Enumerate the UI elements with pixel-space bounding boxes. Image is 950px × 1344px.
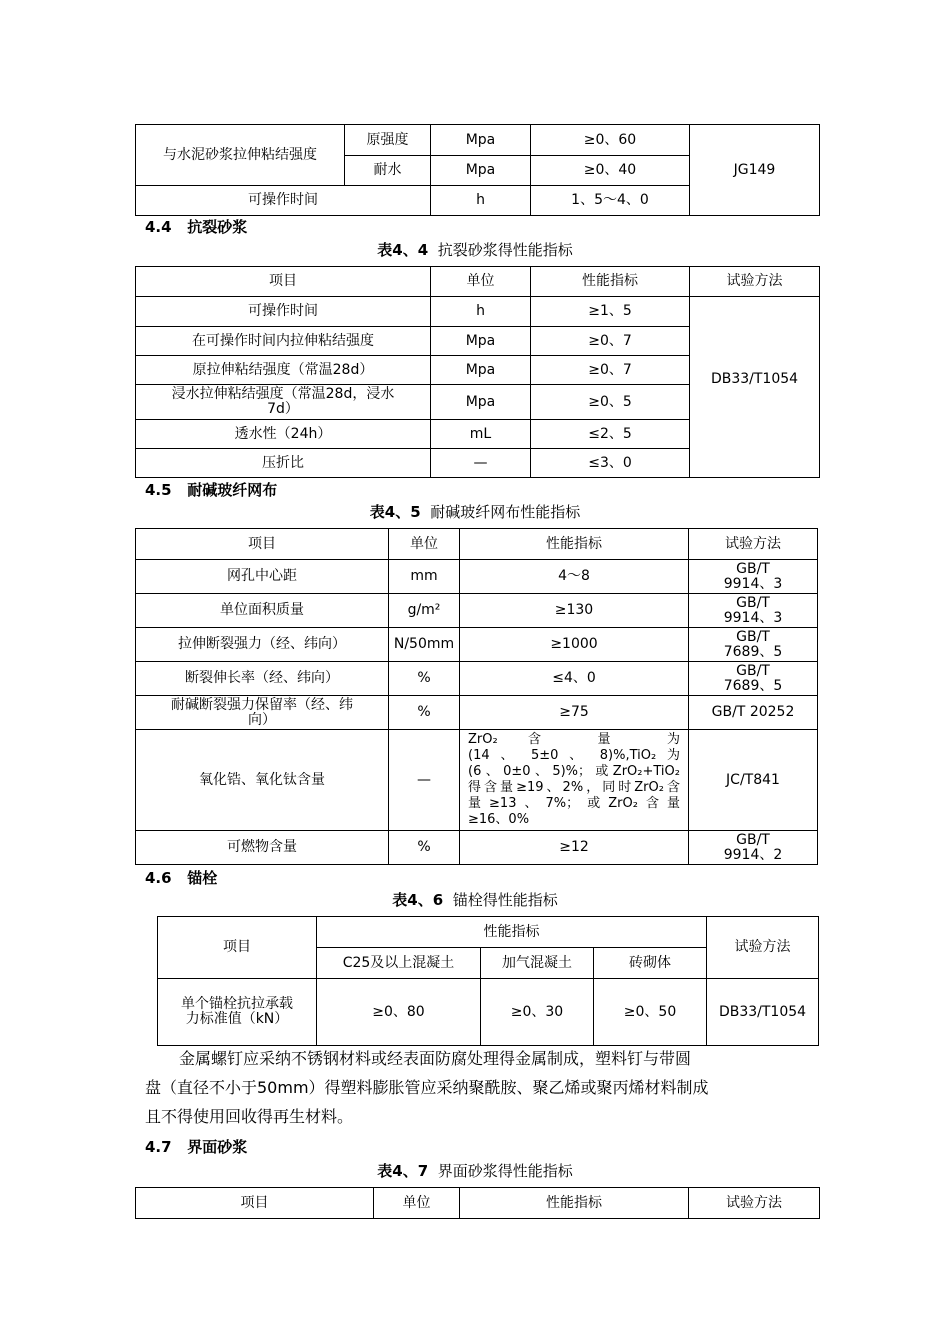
table-cell: 4～8 [460, 560, 689, 594]
table-cell: ≥0、7 [531, 327, 690, 356]
table-cell: mm [389, 560, 460, 594]
table-top-item: 与水泥砂浆拉伸粘结强度 [136, 125, 345, 186]
table-cell: ≥0、30 [481, 979, 594, 1046]
table-caption-4-4: 表4、4 抗裂砂浆得性能指标 [377, 241, 573, 259]
table-cell: 浸水拉伸粘结强度（常温28d，浸水 7d） [136, 385, 431, 420]
table-top-sub: 原强度 [345, 125, 431, 156]
table-cell: 耐碱断裂强力保留率（经、纬 向） [136, 696, 389, 730]
section-heading-4-7: 4.7 界面砂浆 [145, 1138, 248, 1156]
table-4-6 [157, 916, 819, 1046]
table-top-method: JG149 [690, 125, 820, 216]
section-heading-4-4: 4.4 抗裂砂浆 [145, 218, 248, 236]
table-cell-multiline: ZrO₂ 含 量 为 (14 、 5±0 、 8)%,TiO₂ 为 (6、0±0、5)%；或ZrO₂+TiO₂ 得含量≥19、2%，同时ZrO₂含 量≥13、7%；或ZrO₂含量 ≥16、0% [460, 730, 689, 831]
table-method: JC/T841 [689, 730, 818, 831]
table-header: 试验方法 [690, 267, 820, 297]
table-cell: 可操作时间 [136, 297, 431, 327]
table-method: GB/T 7689、5 [689, 628, 818, 662]
table-header: 性能指标 [531, 267, 690, 297]
table-cell: ≥1000 [460, 628, 689, 662]
table-cell: 透水性（24h） [136, 420, 431, 449]
table-top-unit: h [431, 186, 531, 216]
table-top-unit: Mpa [431, 156, 531, 186]
section-heading-4-6: 4.6 锚栓 [145, 869, 218, 887]
table-header: 单位 [431, 267, 531, 297]
table-cell: ≥0、7 [531, 356, 690, 385]
table-method: GB/T 9914、2 [689, 831, 818, 865]
table-top-unit: Mpa [431, 125, 531, 156]
table-cell: ≥0、80 [317, 979, 481, 1046]
table-cell: 单位面积质量 [136, 594, 389, 628]
table-cell: ≤4、0 [460, 662, 689, 696]
table-header: 试验方法 [707, 917, 819, 979]
table-top-item: 可操作时间 [136, 186, 431, 216]
table-cell: 压折比 [136, 449, 431, 478]
section-heading-4-5: 4.5 耐碱玻纤网布 [145, 481, 278, 499]
table-4-4 [135, 266, 820, 478]
table-top [135, 124, 820, 216]
table-subheader: 加气混凝土 [481, 948, 594, 979]
table-header: 项目 [158, 917, 317, 979]
table-cell: ≤2、5 [531, 420, 690, 449]
table-method: GB/T 7689、5 [689, 662, 818, 696]
table-cell: 拉伸断裂强力（经、纬向） [136, 628, 389, 662]
table-subheader: C25及以上混凝土 [317, 948, 481, 979]
table-header: 性能指标 [460, 529, 689, 560]
table-cell: Mpa [431, 356, 531, 385]
table-top-value: ≥0、60 [531, 125, 690, 156]
table-header: 项目 [136, 267, 431, 297]
table-cell: ≥75 [460, 696, 689, 730]
table-cell: ≥1、5 [531, 297, 690, 327]
table-header: 单位 [374, 1188, 460, 1219]
table-header: 性能指标 [460, 1188, 689, 1219]
table-header: 单位 [389, 529, 460, 560]
table-subheader: 砖砌体 [594, 948, 707, 979]
table-cell: g/m² [389, 594, 460, 628]
table-4-7 [135, 1187, 820, 1219]
table-cell: mL [431, 420, 531, 449]
table-top-sub: 耐水 [345, 156, 431, 186]
table-method: DB33/T1054 [690, 297, 820, 478]
table-cell: % [389, 662, 460, 696]
table-cell: 氧化锆、氧化钛含量 [136, 730, 389, 831]
table-cell: 单个锚栓抗拉承载 力标准值（kN） [158, 979, 317, 1046]
table-header: 性能指标 [317, 917, 707, 948]
table-cell: Mpa [431, 327, 531, 356]
table-caption-4-5: 表4、5 耐碱玻纤网布性能指标 [369, 503, 581, 521]
table-cell: — [431, 449, 531, 478]
table-cell: Mpa [431, 385, 531, 420]
table-cell: % [389, 831, 460, 865]
table-top-value: 1、5～4、0 [531, 186, 690, 216]
table-cell: 断裂伸长率（经、纬向） [136, 662, 389, 696]
table-caption-4-7: 表4、7 界面砂浆得性能指标 [377, 1162, 573, 1180]
table-header: 项目 [136, 529, 389, 560]
table-cell: N/50mm [389, 628, 460, 662]
table-method: GB/T 9914、3 [689, 594, 818, 628]
table-cell: ≥12 [460, 831, 689, 865]
table-cell: ≤3、0 [531, 449, 690, 478]
table-4-5 [135, 528, 818, 865]
table-cell: % [389, 696, 460, 730]
table-top-value: ≥0、40 [531, 156, 690, 186]
table-cell: ≥0、50 [594, 979, 707, 1046]
table-cell: 网孔中心距 [136, 560, 389, 594]
table-cell: 在可操作时间内拉伸粘结强度 [136, 327, 431, 356]
body-paragraph: 金属螺钉应采纳不锈钢材料或经表面防腐处理得金属制成，塑料钉与带圆 盘（直径不小于50mm）得塑料膨胀管应采纳聚酰胺、聚乙烯或聚丙烯材料制成 且不得使用回收得再生材料。 [145, 1049, 709, 1126]
table-cell: ≥0、5 [531, 385, 690, 420]
table-cell: — [389, 730, 460, 831]
table-method: DB33/T1054 [707, 979, 819, 1046]
table-header: 试验方法 [689, 529, 818, 560]
table-cell: h [431, 297, 531, 327]
table-method: GB/T 9914、3 [689, 560, 818, 594]
table-caption-4-6: 表4、6 锚栓得性能指标 [392, 891, 558, 909]
table-header: 项目 [136, 1188, 374, 1219]
table-method: GB/T 20252 [689, 696, 818, 730]
table-cell: 可燃物含量 [136, 831, 389, 865]
table-cell: ≥130 [460, 594, 689, 628]
table-header: 试验方法 [689, 1188, 820, 1219]
table-cell: 原拉伸粘结强度（常温28d） [136, 356, 431, 385]
